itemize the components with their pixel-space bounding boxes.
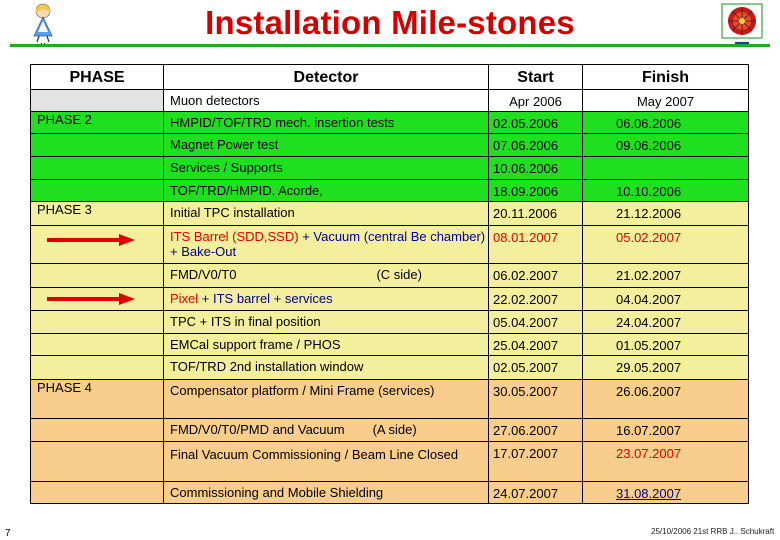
start-cell: 27.06.2007 [489, 419, 583, 442]
table-row [31, 180, 749, 202]
start-cell: 25.04.2007 [489, 334, 583, 356]
start-cell: 07.06.2006 [489, 134, 583, 157]
detector-cell: Services / Supports [164, 157, 489, 180]
alice-detector-logo-icon [718, 2, 766, 46]
detector-cell: HMPID/TOF/TRD mech. insertion tests [164, 112, 489, 134]
detector-cell: Pixel + ITS barrel + services [164, 288, 489, 311]
finish-cell: 23.07.2007 [583, 442, 749, 482]
table-row [31, 134, 749, 157]
phase-cell [31, 90, 164, 112]
detector-cell: TOF/TRD 2nd installation window [164, 356, 489, 380]
detector-cell: Final Vacuum Commissioning / Beam Line Closed [164, 442, 489, 482]
header-start: Start [489, 65, 583, 90]
svg-text:▪ ▪: ▪ ▪ [40, 41, 46, 46]
detector-cell: TOF/TRD/HMPID, Acorde, [164, 180, 489, 202]
table-row [31, 482, 749, 504]
header-phase: PHASE [31, 65, 164, 90]
phase-3-label: PHASE 3 [37, 202, 92, 217]
alice-logo-icon [22, 2, 64, 46]
detector-cell: Muon detectors [164, 90, 489, 112]
detector-cell: TPC + ITS in final position [164, 311, 489, 334]
phase-cell [31, 202, 164, 226]
finish-cell: 31.08.2007 [583, 482, 749, 504]
phase-4-label: PHASE 4 [37, 380, 92, 395]
start-cell: 02.05.2007 [489, 356, 583, 380]
table-row [31, 202, 749, 226]
milestones-table [30, 64, 749, 504]
start-cell: 18.09.2006 [489, 180, 583, 202]
start-cell: Apr 2006 [489, 90, 583, 112]
phase-cell [31, 180, 164, 202]
finish-cell: 16.07.2007 [583, 419, 749, 442]
finish-cell: 21.02.2007 [583, 264, 749, 288]
table-row [31, 334, 749, 356]
table-row [31, 112, 749, 134]
detector-cell: EMCal support frame / PHOS [164, 334, 489, 356]
detector-cell: Compensator platform / Mini Frame (services) [164, 380, 489, 419]
finish-cell: 26.06.2007 [583, 380, 749, 419]
page-title: Installation Mile-stones [205, 4, 575, 41]
phase-cell [31, 288, 164, 311]
start-cell: 30.05.2007 [489, 380, 583, 419]
table-row [31, 311, 749, 334]
detector-cell: FMD/V0/T0/PMD and Vacuum (A side) [164, 419, 489, 442]
header-detector: Detector [164, 65, 489, 90]
start-cell: 24.07.2007 [489, 482, 583, 504]
finish-cell: 29.05.2007 [583, 356, 749, 380]
table-row [31, 419, 749, 442]
title-underline [10, 44, 770, 47]
phase-cell [31, 442, 164, 482]
table-row [31, 226, 749, 264]
finish-cell: 01.05.2007 [583, 334, 749, 356]
finish-cell: 06.06.2006 [583, 112, 749, 134]
table-row [31, 288, 749, 311]
detector-cell: ITS Barrel (SDD,SSD) + Vacuum (central Be chamber) + Bake-Out [164, 226, 489, 264]
start-cell: 02.05.2006 [489, 112, 583, 134]
detector-cell: Commissioning and Mobile Shielding [164, 482, 489, 504]
detector-cell: Initial TPC installation [164, 202, 489, 226]
phase-cell [31, 112, 164, 134]
start-cell: 05.04.2007 [489, 311, 583, 334]
start-cell: 08.01.2007 [489, 226, 583, 264]
table-row [31, 442, 749, 482]
phase-cell [31, 226, 164, 264]
table-row [31, 356, 749, 380]
right-arrow-icon [47, 234, 135, 246]
footer-text: 25/10/2006 21st RRB J.. Schukraft [651, 527, 775, 536]
finish-cell: 04.04.2007 [583, 288, 749, 311]
finish-cell: 21.12.2006 [583, 202, 749, 226]
start-cell: 10.06.2006 [489, 157, 583, 180]
table-row [31, 380, 749, 419]
right-arrow-icon [47, 293, 135, 305]
table-row [31, 264, 749, 288]
table-row [31, 157, 749, 180]
phase-cell [31, 134, 164, 157]
slide-number: 7 [5, 528, 11, 539]
start-cell: 17.07.2007 [489, 442, 583, 482]
finish-cell [583, 157, 749, 180]
svg-text:▬▬: ▬▬ [735, 39, 749, 46]
start-cell: 22.02.2007 [489, 288, 583, 311]
finish-cell: 10.10.2006 [583, 180, 749, 202]
table-row [31, 90, 749, 112]
start-cell: 06.02.2007 [489, 264, 583, 288]
phase-2-label: PHASE 2 [37, 112, 92, 127]
phase-cell [31, 311, 164, 334]
phase-cell [31, 157, 164, 180]
finish-cell: 24.04.2007 [583, 311, 749, 334]
finish-cell: 05.02.2007 [583, 226, 749, 264]
phase-cell [31, 482, 164, 504]
phase-cell [31, 419, 164, 442]
start-cell: 20.11.2006 [489, 202, 583, 226]
header-finish: Finish [583, 65, 749, 90]
phase-cell [31, 334, 164, 356]
finish-cell: 09.06.2006 [583, 134, 749, 157]
detector-cell: Magnet Power test [164, 134, 489, 157]
phase-cell [31, 380, 164, 419]
phase-cell [31, 264, 164, 288]
finish-cell: May 2007 [583, 90, 749, 112]
detector-cell: FMD/V0/T0 (C side) [164, 264, 489, 288]
phase-cell [31, 356, 164, 380]
